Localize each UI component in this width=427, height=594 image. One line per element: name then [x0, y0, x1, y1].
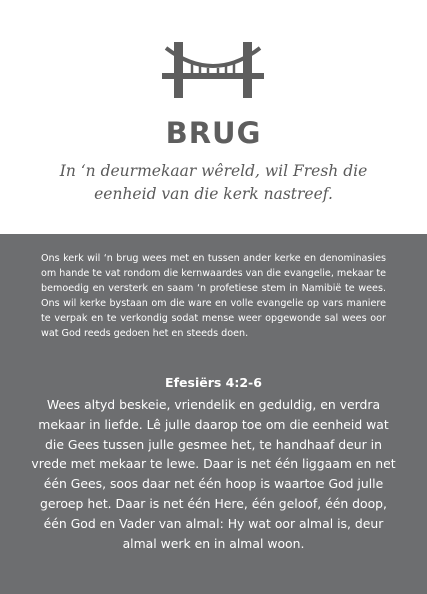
tagline: In ‘n deurmekaar wêreld, wil Fresh die eenheid van die kerk nastreef. [59, 162, 368, 203]
content-panel [0, 234, 427, 594]
intro-paragraph: Ons kerk wil ‘n brug wees met en tussen ander kerke en denominasies om hande te vat rondom die kernwaardes van die evangelie, mekaar te bemoedig en versterk en saam ‘n profetiese stem in Namibië te wees. Ons wil kerke bystaan om die ware en volle evangelie op vars maniere te verpak en te verkondig sodat mense weer opgewonde sal wees oor wat God reeds gedoen het en steeds doen. [41, 253, 386, 339]
header-section [0, 0, 427, 234]
bridge-icon [162, 40, 264, 98]
page-title: BRUG [165, 116, 262, 150]
verse-text: Wees altyd beskeie, vriendelik en geduldig, en verdra mekaar in liefde. Lê julle daarop toe om die eenheid wat die Gees tussen julle gesmee het, te handhaaf deur in vrede met mekaar te lewe. Daar is net één liggaam en net één Gees, soos daar net één hoop is waartoe God julle geroep het. Daar is net één Here, één geloof, één doop, één God en Vader van almal: Hy wat oor almal is, deur almal werk en in almal woon. [31, 397, 396, 551]
verse-reference: Efesiërs 4:2-6 [165, 375, 262, 390]
